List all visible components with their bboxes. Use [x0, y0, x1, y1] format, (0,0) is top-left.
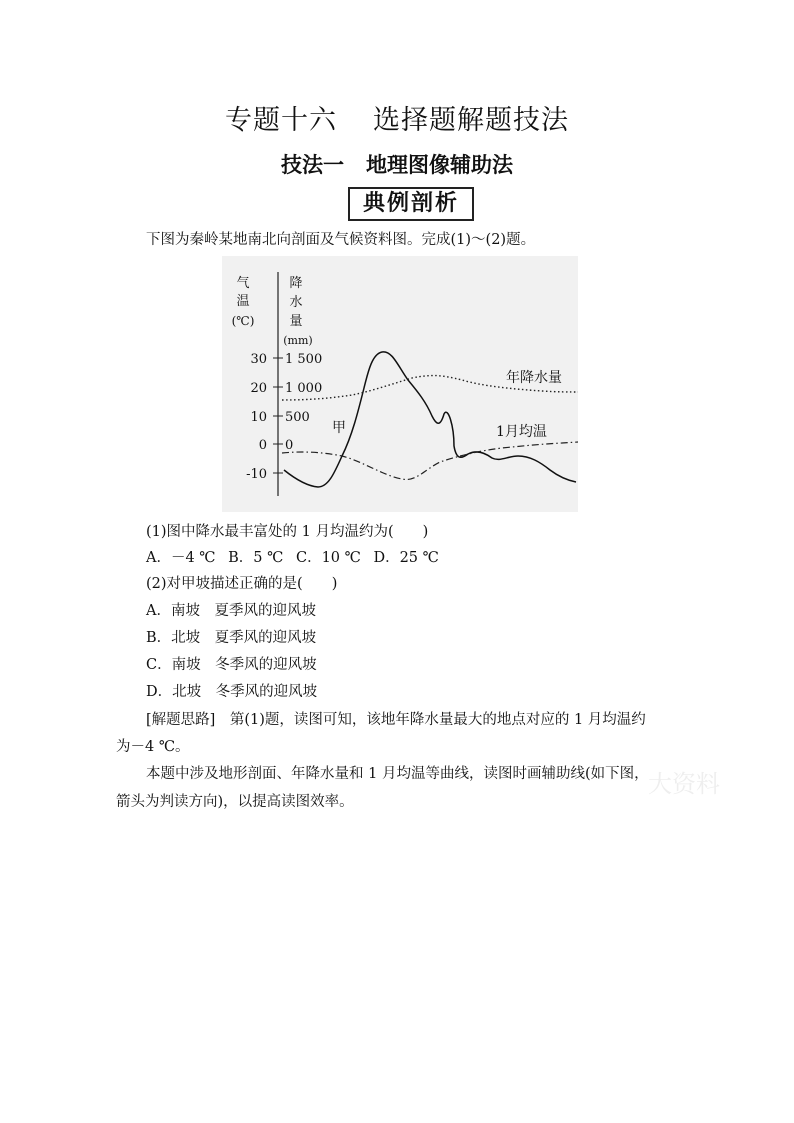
question-1-option-a: A．－4 ℃	[146, 550, 216, 566]
question-2-option-d: D．北坡 冬季风的迎风坡	[146, 684, 318, 700]
subtitle-left: 技法一	[281, 153, 344, 177]
profile-chart	[222, 256, 578, 512]
page-title	[0, 98, 794, 137]
left-tick-label: 30	[250, 352, 267, 367]
question-1-options	[146, 548, 447, 568]
question-2-option-b: B．北坡 夏季风的迎风坡	[146, 630, 317, 646]
right-tick-label: 500	[285, 410, 310, 425]
profile-figure	[222, 256, 578, 512]
question-1-stem: (1)图中降水最丰富处的 1 月均温约为( )	[146, 524, 429, 540]
question-1-option-d: D．25 ℃	[373, 550, 439, 566]
right-tick-label: 1 500	[285, 352, 323, 367]
analysis-line-2: 为－4 ℃。	[116, 739, 190, 755]
left-tick-label: 10	[250, 410, 267, 425]
right-tick-label: 0	[285, 438, 294, 453]
title-right: 选择题解题技法	[373, 105, 569, 136]
right-axis-title-1: 降	[289, 276, 303, 291]
analysis-line-1: [解题思路] 第(1)题，读图可知，该地年降水量最大的地点对应的 1 月均温约	[146, 712, 646, 728]
section-badge: 典例剖析	[348, 187, 474, 221]
left-axis-title-2: 温	[236, 294, 250, 309]
intro-text: 下图为秦岭某地南北向剖面及气候资料图。完成(1)～(2)题。	[146, 232, 536, 248]
section-subtitle	[0, 149, 794, 179]
watermark: 大资料	[648, 770, 720, 798]
right-axis-title-3: 量	[289, 314, 303, 329]
analysis-line-3: 本题中涉及地形剖面、年降水量和 1 月均温等曲线，读图时画辅助线(如下图，	[146, 766, 649, 782]
question-2-option-c: C．南坡 冬季风的迎风坡	[146, 657, 317, 673]
right-axis-title-2: 水	[289, 295, 303, 310]
subtitle-right: 地理图像辅助法	[366, 153, 513, 177]
left-axis-title-1: 气	[236, 276, 250, 291]
question-2-stem: (2)对甲坡描述正确的是( )	[146, 576, 338, 592]
left-tick-label: 20	[250, 381, 267, 396]
jan-temp-series-label: 1月均温	[496, 424, 547, 440]
analysis-line-4: 箭头为判读方向)，以提高读图效率。	[116, 794, 354, 810]
right-tick-label: 1 000	[285, 381, 323, 396]
slope-label: 甲	[332, 420, 346, 436]
question-2-option-a: A．南坡 夏季风的迎风坡	[146, 603, 316, 619]
right-axis-title-4: (mm)	[283, 334, 313, 347]
title-left: 专题十六	[225, 105, 337, 136]
question-1-option-c: C．10 ℃	[295, 550, 361, 566]
left-tick-label: -10	[246, 467, 267, 482]
left-tick-label: 0	[258, 438, 267, 453]
left-axis-title-3: (℃)	[231, 314, 255, 328]
question-1-option-b: B．5 ℃	[228, 550, 284, 566]
precip-series-label: 年降水量	[506, 370, 562, 386]
